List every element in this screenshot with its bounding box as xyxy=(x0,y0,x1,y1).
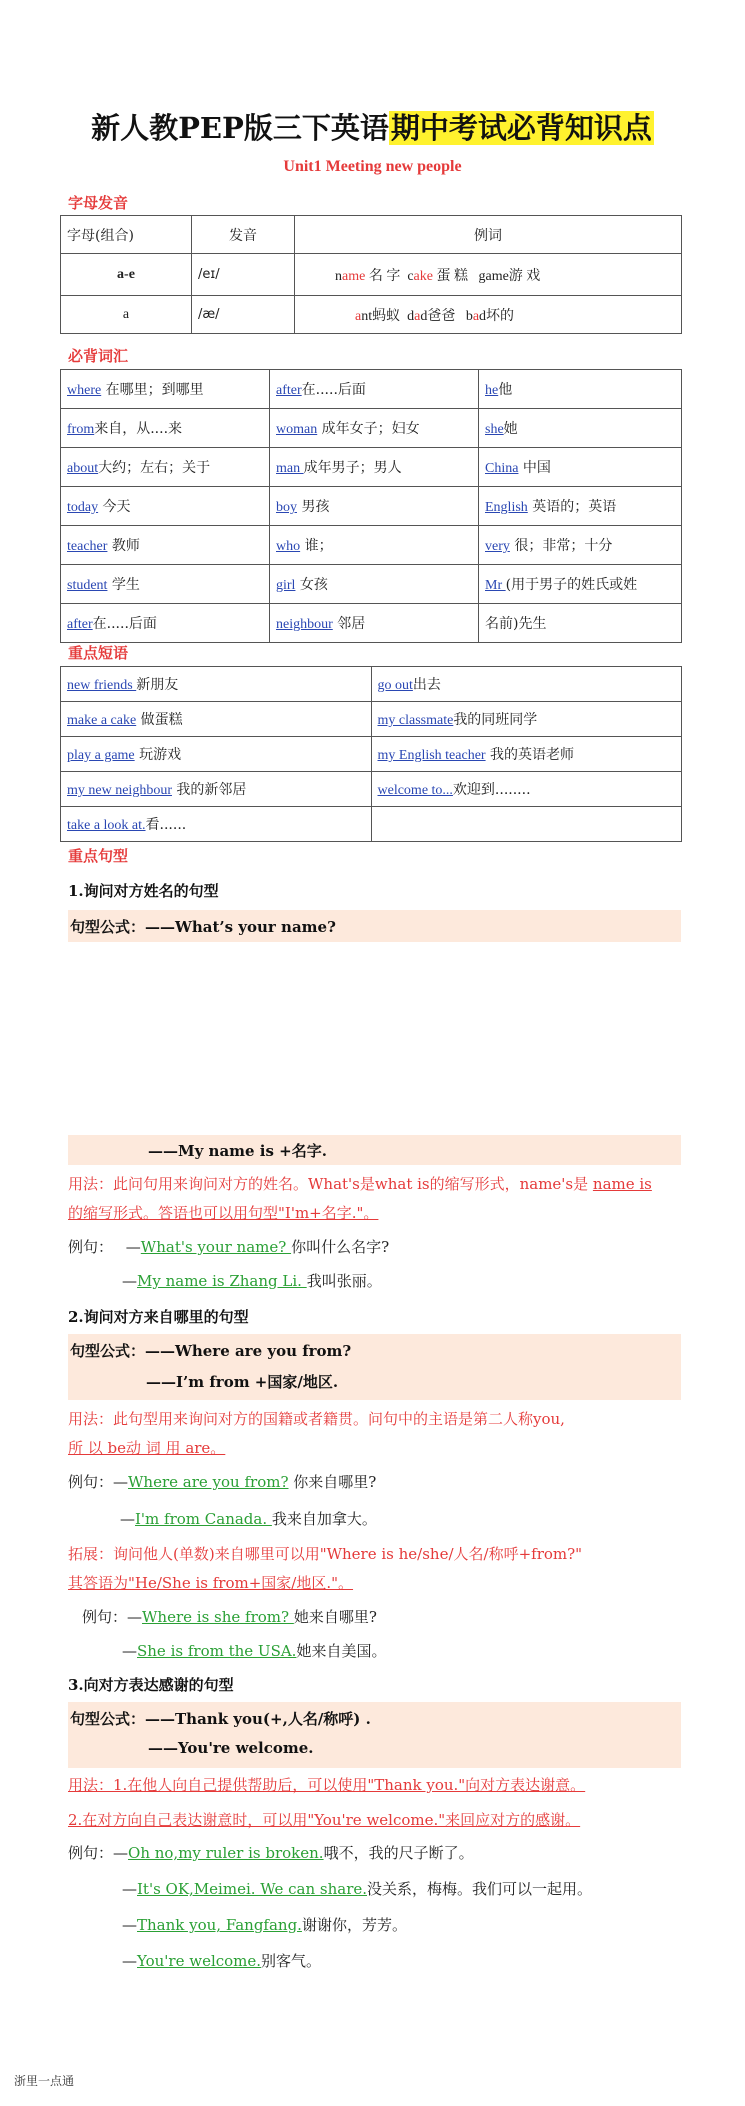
word-example: game游 戏 xyxy=(478,268,541,284)
example-en: It's OK,Meimei. We can share. xyxy=(137,1880,368,1898)
section-phrases: 重点短语 xyxy=(68,644,129,662)
q2-example-3 xyxy=(82,1606,377,1627)
vocab-row xyxy=(61,448,682,487)
vocab-meaning: 成年女子；妇女 xyxy=(317,421,420,437)
q1-answer-band xyxy=(68,1135,681,1165)
word-part: b xyxy=(465,308,473,324)
example-cn: 谢谢你，芳芳。 xyxy=(301,1916,407,1934)
vocab-word: where xyxy=(67,383,102,398)
phrase-cell xyxy=(371,737,682,772)
page-title xyxy=(0,106,745,147)
vocab-word: teacher xyxy=(67,539,108,554)
vocab-cell xyxy=(270,604,479,643)
vocab-word: about xyxy=(67,461,99,476)
example-label: 例句： xyxy=(68,1238,114,1256)
phrase-row xyxy=(61,807,682,842)
vocab-meaning: 在哪里；到哪里 xyxy=(101,382,204,398)
vocab-word: very xyxy=(485,539,510,554)
dash: — xyxy=(122,1952,137,1970)
vocab-row xyxy=(61,370,682,409)
header-sound: 发音 xyxy=(192,216,295,254)
q2-note-line1: 用法：此句型用来询问对方的国籍或者籍贯。问句中的主语是第二人称you, xyxy=(68,1410,565,1428)
vocab-meaning: 中国 xyxy=(518,460,551,476)
example-cn: 你叫什么名字? xyxy=(291,1238,390,1256)
example-cn: 没关系，梅梅。我们可以一起用。 xyxy=(367,1880,593,1898)
phrase-en: my English teacher xyxy=(377,748,486,763)
q3-example-4 xyxy=(122,1950,321,1971)
unit-title: Unit1 Meeting new people xyxy=(283,158,462,175)
example-en: I'm from Canada. xyxy=(135,1510,272,1528)
phrase-cn: 玩游戏 xyxy=(134,747,182,763)
vocab-word: from xyxy=(67,422,95,437)
example-cn: 哦不，我的尺子断了。 xyxy=(323,1844,474,1862)
word-part: nt蚂蚁 xyxy=(361,308,401,324)
vocab-word: China xyxy=(485,461,519,476)
vocab-cell xyxy=(270,565,479,604)
q1-example-2 xyxy=(122,1270,382,1291)
word-part: c xyxy=(407,268,414,284)
vocab-cell xyxy=(479,526,682,565)
header-example: 例词 xyxy=(295,216,682,254)
q2-note-line2: 所 以 be动 词 用 are。 xyxy=(68,1439,226,1457)
vocab-cell xyxy=(61,487,270,526)
q3-note-line2: 2.在对方向自己表达谢意时，可以用"You're welcome."来回应对方的感谢。 xyxy=(68,1811,581,1829)
vocab-meaning: 成年男子；男人 xyxy=(303,460,402,476)
example-en: My name is Zhang Li. xyxy=(137,1272,307,1290)
q1-formula: 句型公式：——What’s your name? xyxy=(70,918,336,936)
phrase-en: play a game xyxy=(67,748,135,763)
vocab-meaning: 来自，从....来 xyxy=(94,421,183,437)
vocab-meaning: 很；非常；十分 xyxy=(509,538,613,554)
vocab-meaning: 教师 xyxy=(107,538,140,554)
phrase-row xyxy=(61,702,682,737)
vocab-word: he xyxy=(485,383,499,398)
q1-note xyxy=(68,1170,652,1228)
vocab-row xyxy=(61,526,682,565)
vocab-cell xyxy=(270,370,479,409)
q3-example-3 xyxy=(122,1914,407,1935)
vocab-meaning: 名前)先生 xyxy=(485,616,547,632)
phrase-cell xyxy=(61,702,372,737)
phrase-cn: 新朋友 xyxy=(136,677,179,693)
example-label: 例句： xyxy=(82,1608,128,1626)
vocab-word: student xyxy=(67,578,108,593)
phrase-table xyxy=(60,666,682,842)
example-cn: 别客气。 xyxy=(261,1952,322,1970)
example-en: Where are you from? xyxy=(128,1473,289,1491)
letter-ae: a-e xyxy=(61,254,192,296)
q1-title: 1.询问对方姓名的句型 xyxy=(68,882,219,900)
q3-note-line1: 用法：1.在他人向自己提供帮助后，可以使用"Thank you."向对方表达谢意。 xyxy=(68,1776,586,1794)
vocab-cell xyxy=(270,448,479,487)
vocab-cell xyxy=(61,370,270,409)
vocab-word: who xyxy=(276,539,301,554)
q1-note-line1: 用法：此问句用来询问对方的姓名。What's是what is的缩写形式，name's是 xyxy=(68,1175,593,1193)
phrase-cell xyxy=(371,702,682,737)
section-sentences: 重点句型 xyxy=(68,847,129,865)
phrase-cell xyxy=(371,772,682,807)
word-part-highlight: ke xyxy=(419,268,433,284)
phrase-en: make a cake xyxy=(67,713,137,728)
vocab-cell xyxy=(61,565,270,604)
vocab-meaning: 女孩 xyxy=(295,577,328,593)
vocab-word: she xyxy=(485,422,504,437)
example-cn: 她来自美国。 xyxy=(296,1642,387,1660)
q3-example-1 xyxy=(68,1842,474,1863)
vocab-meaning: 邻居 xyxy=(332,616,366,632)
q2-note xyxy=(68,1405,565,1463)
example-en: Where is she from? xyxy=(142,1608,294,1626)
vocab-cell xyxy=(61,526,270,565)
vocab-cell xyxy=(270,487,479,526)
phrase-cn: 看...... xyxy=(145,817,187,833)
word-part-highlight: me xyxy=(348,268,366,284)
phrase-cn: 我的新邻居 xyxy=(171,782,247,798)
q2-formula-band xyxy=(68,1334,681,1400)
q1-answer: ——My name is +名字. xyxy=(148,1142,327,1160)
vocab-word: English xyxy=(485,500,528,515)
vocab-meaning: 英语的；英语 xyxy=(527,499,617,515)
example-cn: 我来自加拿大。 xyxy=(271,1510,377,1528)
vocab-row xyxy=(61,409,682,448)
q2-ext-line2: 其答语为"He/She is from+国家/地区."。 xyxy=(68,1574,354,1592)
vocab-cell xyxy=(479,370,682,409)
example-cn: 我叫张丽。 xyxy=(306,1272,382,1290)
example-en: You're welcome. xyxy=(137,1952,262,1970)
q3-formula: 句型公式：——Thank you(+,人名/称呼) . xyxy=(70,1710,371,1728)
vocab-cell xyxy=(479,565,682,604)
q1-formula-band xyxy=(68,910,681,942)
vocab-meaning: 在.....后面 xyxy=(301,382,366,398)
vocab-word: neighbour xyxy=(276,617,333,632)
example-en: Thank you, Fangfang. xyxy=(137,1916,302,1934)
word-part-highlight: a xyxy=(355,308,362,324)
example-label: 例句： xyxy=(68,1473,114,1491)
vocab-word: girl xyxy=(276,578,296,593)
dash: — xyxy=(122,1642,137,1660)
title-highlight: 期中考试必背知识点 xyxy=(390,111,652,145)
word-part: d xyxy=(407,308,415,324)
q2-ext-line1: 拓展：询问他人(单数)来自哪里可以用"Where is he/she/人名/称呼+from?" xyxy=(68,1545,583,1563)
word-part: d爸爸 xyxy=(420,308,456,324)
sound-ei: /eɪ/ xyxy=(192,254,295,296)
example-cn: 她来自哪里? xyxy=(293,1608,377,1626)
vocab-meaning: 她 xyxy=(503,421,518,437)
vocab-table xyxy=(60,369,682,643)
title-part1: 新人教PEP版三下英语 xyxy=(91,111,389,145)
example-en: Oh no,my ruler is broken. xyxy=(128,1844,324,1862)
q1-note-emph: name is xyxy=(592,1175,652,1193)
phrase-cn: 做蛋糕 xyxy=(136,712,183,728)
vocab-cell xyxy=(61,409,270,448)
phrase-en: go out xyxy=(377,678,413,693)
q3-answer: ——You're welcome. xyxy=(148,1739,314,1757)
example-label: 例句： xyxy=(68,1844,114,1862)
letter-a: a xyxy=(61,296,192,334)
q3-title: 3.向对方表达感谢的句型 xyxy=(68,1676,234,1694)
vocab-word: boy xyxy=(276,500,297,515)
vocab-cell xyxy=(61,604,270,643)
word-part-highlight: a xyxy=(414,308,421,324)
vocab-word: after xyxy=(67,617,93,632)
phrase-cn: 我的同班同学 xyxy=(453,712,538,728)
phrase-cell xyxy=(371,667,682,702)
vocab-cell xyxy=(479,604,682,643)
vocab-meaning: 他 xyxy=(498,382,513,398)
vocab-cell xyxy=(61,448,270,487)
vocab-meaning: 男孩 xyxy=(297,499,330,515)
phrase-row xyxy=(61,667,682,702)
vocab-meaning: 谁； xyxy=(300,538,333,554)
phrase-row xyxy=(61,737,682,772)
phrase-cell xyxy=(61,667,372,702)
phrase-en: new friends xyxy=(67,678,137,693)
vocab-cell xyxy=(479,487,682,526)
vocab-word: woman xyxy=(276,422,318,437)
dash: — xyxy=(122,1916,137,1934)
vocab-word: Mr xyxy=(485,578,506,593)
vocab-meaning: 大约；左右；关于 xyxy=(98,460,211,476)
phrase-cn: 我的英语老师 xyxy=(485,747,575,763)
q2-extension xyxy=(68,1540,582,1598)
phrase-row xyxy=(61,772,682,807)
vocab-word: man xyxy=(276,461,304,476)
word-part-highlight: a xyxy=(413,268,420,284)
example-en: What's your name? xyxy=(140,1238,292,1256)
letter-table xyxy=(60,215,682,334)
word-part: d坏的 xyxy=(479,308,515,324)
q3-note xyxy=(68,1771,585,1835)
vocab-cell xyxy=(479,409,682,448)
dash: — xyxy=(127,1608,143,1626)
phrase-cell xyxy=(61,807,372,842)
q2-formula: 句型公式：——Where are you from? xyxy=(70,1342,352,1360)
phrase-en: take a look at. xyxy=(67,818,146,833)
vocab-row xyxy=(61,604,682,643)
phrase-cell xyxy=(61,772,372,807)
section-letters: 字母发音 xyxy=(68,194,129,212)
example-cn: 你来自哪里? xyxy=(288,1473,377,1491)
section-vocab: 必背词汇 xyxy=(68,347,129,365)
vocab-cell xyxy=(479,448,682,487)
q1-note-line2: 的缩写形式。答语也可以用句型"I'm+名字."。 xyxy=(68,1204,379,1222)
word-meaning: 名 字 xyxy=(368,268,401,284)
vocab-row xyxy=(61,565,682,604)
vocab-meaning: (用于男子的姓氏或姓 xyxy=(505,577,638,593)
word-meaning: 蛋 糕 xyxy=(436,268,468,284)
dash: — xyxy=(125,1238,141,1256)
dash: — xyxy=(120,1510,135,1528)
header-letter: 字母(组合) xyxy=(61,216,192,254)
vocab-meaning: 在.....后面 xyxy=(92,616,157,632)
vocab-cell xyxy=(270,526,479,565)
dash: — xyxy=(122,1880,137,1898)
dash: — xyxy=(122,1272,137,1290)
example-a xyxy=(295,296,682,334)
dash: — xyxy=(113,1844,129,1862)
q2-example-4 xyxy=(122,1640,386,1661)
vocab-word: after xyxy=(276,383,302,398)
footer-text: 浙里一点通 xyxy=(14,2074,75,2088)
q3-formula-band xyxy=(68,1702,681,1768)
word-part-highlight: a xyxy=(342,268,349,284)
q1-example-1 xyxy=(68,1236,389,1257)
q2-answer: ——I’m from +国家/地区. xyxy=(146,1373,339,1391)
phrase-cn: 出去 xyxy=(412,677,441,693)
word-part: n xyxy=(335,268,342,284)
q2-example-1 xyxy=(68,1471,376,1492)
q2-example-2 xyxy=(120,1508,377,1529)
example-en: She is from the USA. xyxy=(137,1642,297,1660)
dash: — xyxy=(113,1473,129,1491)
example-ae xyxy=(295,254,682,296)
sound-ae: /æ/ xyxy=(192,296,295,334)
phrase-cell xyxy=(61,737,372,772)
vocab-meaning: 今天 xyxy=(98,499,131,515)
q2-title: 2.询问对方来自哪里的句型 xyxy=(68,1308,249,1326)
phrase-en: my new neighbour xyxy=(67,783,172,798)
vocab-meaning: 学生 xyxy=(107,577,140,593)
vocab-cell xyxy=(270,409,479,448)
word-part-highlight: a xyxy=(472,308,480,324)
q3-example-2 xyxy=(122,1878,592,1899)
vocab-row xyxy=(61,487,682,526)
vocab-word: today xyxy=(67,500,99,515)
phrase-en: welcome to... xyxy=(377,783,453,798)
phrase-cn: 欢迎到........ xyxy=(452,782,531,798)
phrase-en: my classmate xyxy=(377,713,454,728)
phrase-cell xyxy=(371,807,682,842)
